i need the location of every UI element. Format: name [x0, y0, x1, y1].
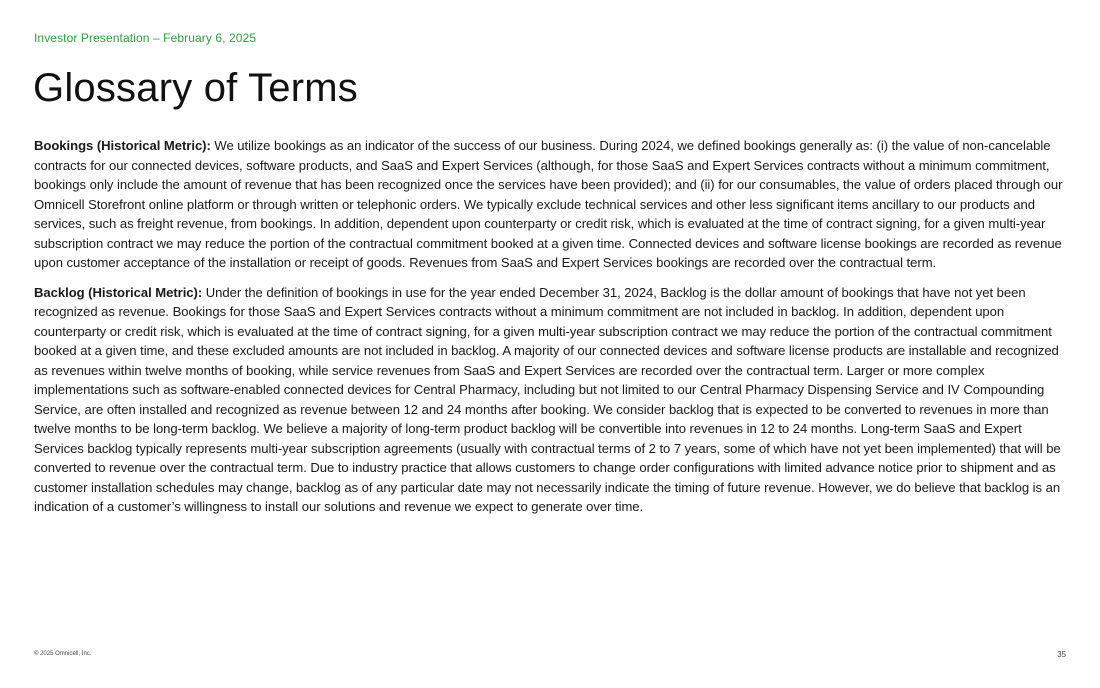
glossary-entry-bookings: [34, 136, 1066, 273]
glossary-content: [34, 136, 1066, 527]
glossary-term: Bookings (Historical Metric):: [34, 138, 211, 153]
glossary-term: Backlog (Historical Metric):: [34, 284, 203, 300]
copyright-notice: © 2025 Omnicell, Inc.: [34, 651, 92, 657]
glossary-definition: Under the definition of bookings in use for the year ended December 31, 2024, Backlog is the dollar amount of bookings that have not yet been recognized as revenue. Bookings for those SaaS and Expert Services contracts without a minimum commitment are not included in backlog. In addition, dependent upon counterparty or credit risk, which is evaluated at the time of contract signing, for a given multi-year subscription contract we may reduce the portion of the contractual commitment booked at a given time, and these excluded amounts are not included in backlog. A majority of our connected devices and software license products are installable and recognized as revenues within twelve months of booking, while service revenues from SaaS and Expert Services are recorded over the contractual term. Larger or more complex implementations such as software-enabled connected devices for Central Pharmacy, including but not limited to our Central Pharmacy Dispensing Service and IV Compounding Service, are often installed and recognized as revenue between 12 and 24 months after booking. We consider backlog that is expected to be converted to revenues in more than twelve months to be long-term backlog. We believe a majority of long-term product backlog will be convertible into revenues in 12 to 24 months. Long-term SaaS and Expert Services backlog typically represents multi-year subscription agreements (usually with contractual terms of 2 to 7 years, some of which have not yet been implemented) that will be converted to revenue over the contractual term. Due to industry practice that allows customers to change order configurations with limited advance notice prior to shipment and as customer installation schedules may change, backlog as of any particular date may not necessarily indicate the timing of future revenue. However, we do believe that backlog is an indication of a customer’s willingness to install our solutions and revenue we expect to generate over time.: [34, 284, 1061, 514]
page-title: Glossary of Terms: [33, 66, 358, 110]
page-number: 35: [1057, 650, 1066, 659]
presentation-kicker: Investor Presentation – February 6, 2025: [34, 31, 257, 45]
glossary-entry-backlog: [34, 283, 1066, 517]
glossary-definition: We utilize bookings as an indicator of the success of our business. During 2024, we defined bookings generally as: (i) the value of non-cancelable contracts for our connected devices, software products, and SaaS and Expert Services (although, for those SaaS and Expert Services contracts without a minimum commitment, bookings only include the amount of revenue that has been recognized once the services have been provided); and (ii) for our consumables, the value of orders placed through our Omnicell Storefront online platform or through written or telephonic orders. We typically exclude technical services and other less significant items ancillary to our products and services, such as freight revenue, from bookings. In addition, dependent upon counterparty or credit risk, which is evaluated at the time of contract signing, for a given multi-year subscription contract we may reduce the portion of the contractual commitment booked at a given time. Connected devices and software license bookings are recorded as revenue upon customer acceptance of the installation or receipt of goods. Revenues from SaaS and Expert Services bookings are recorded over the contractual term.: [34, 138, 1063, 270]
